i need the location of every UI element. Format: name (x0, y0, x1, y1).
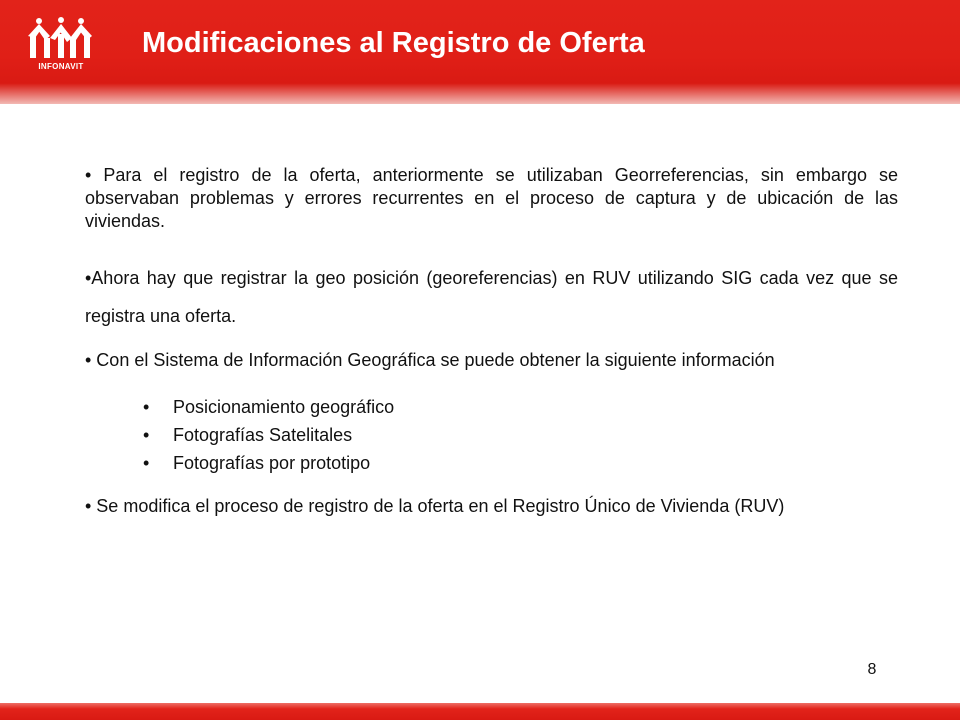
list-item-text: Fotografías Satelitales (173, 425, 353, 445)
list-item (85, 421, 898, 449)
sig-information-list (85, 393, 898, 477)
slide-title: Modificaciones al Registro de Oferta (142, 27, 645, 59)
bullet-icon: • (143, 425, 150, 445)
list-item (85, 393, 898, 421)
logo-wordmark: INFONAVIT (38, 62, 84, 71)
paragraph-register-geoposition: •Ahora hay que registrar la geo posición (georeferencias) en RUV utilizando SIG cada vez que se registra una oferta. (85, 268, 898, 326)
slide-body (85, 164, 898, 518)
list-item (85, 449, 898, 477)
paragraph-previous-georeferencing: • Para el registro de la oferta, anteriormente se utilizaban Georreferencias, sin embargo se observaban problemas y errores recurrentes en el proceso de captura y de ubicación de las viviendas. (85, 165, 898, 231)
slide-header-bar (0, 0, 960, 104)
paragraph-ruv-process: • Se modifica el proceso de registro de la oferta en el Registro Único de Vivienda (RUV) (85, 496, 785, 516)
bullet-icon: • (143, 453, 150, 473)
slide-footer-bar (0, 703, 960, 720)
paragraph-sig-information: • Con el Sistema de Información Geográfica se puede obtener la siguiente información (85, 350, 775, 370)
list-item-text: Fotografías por prototipo (173, 453, 371, 473)
page-number: 8 (867, 661, 877, 678)
list-item-text: Posicionamiento geográfico (173, 397, 395, 417)
infonavit-logo-icon (26, 16, 96, 62)
bullet-icon: • (143, 397, 150, 417)
infonavit-logo (26, 16, 96, 76)
